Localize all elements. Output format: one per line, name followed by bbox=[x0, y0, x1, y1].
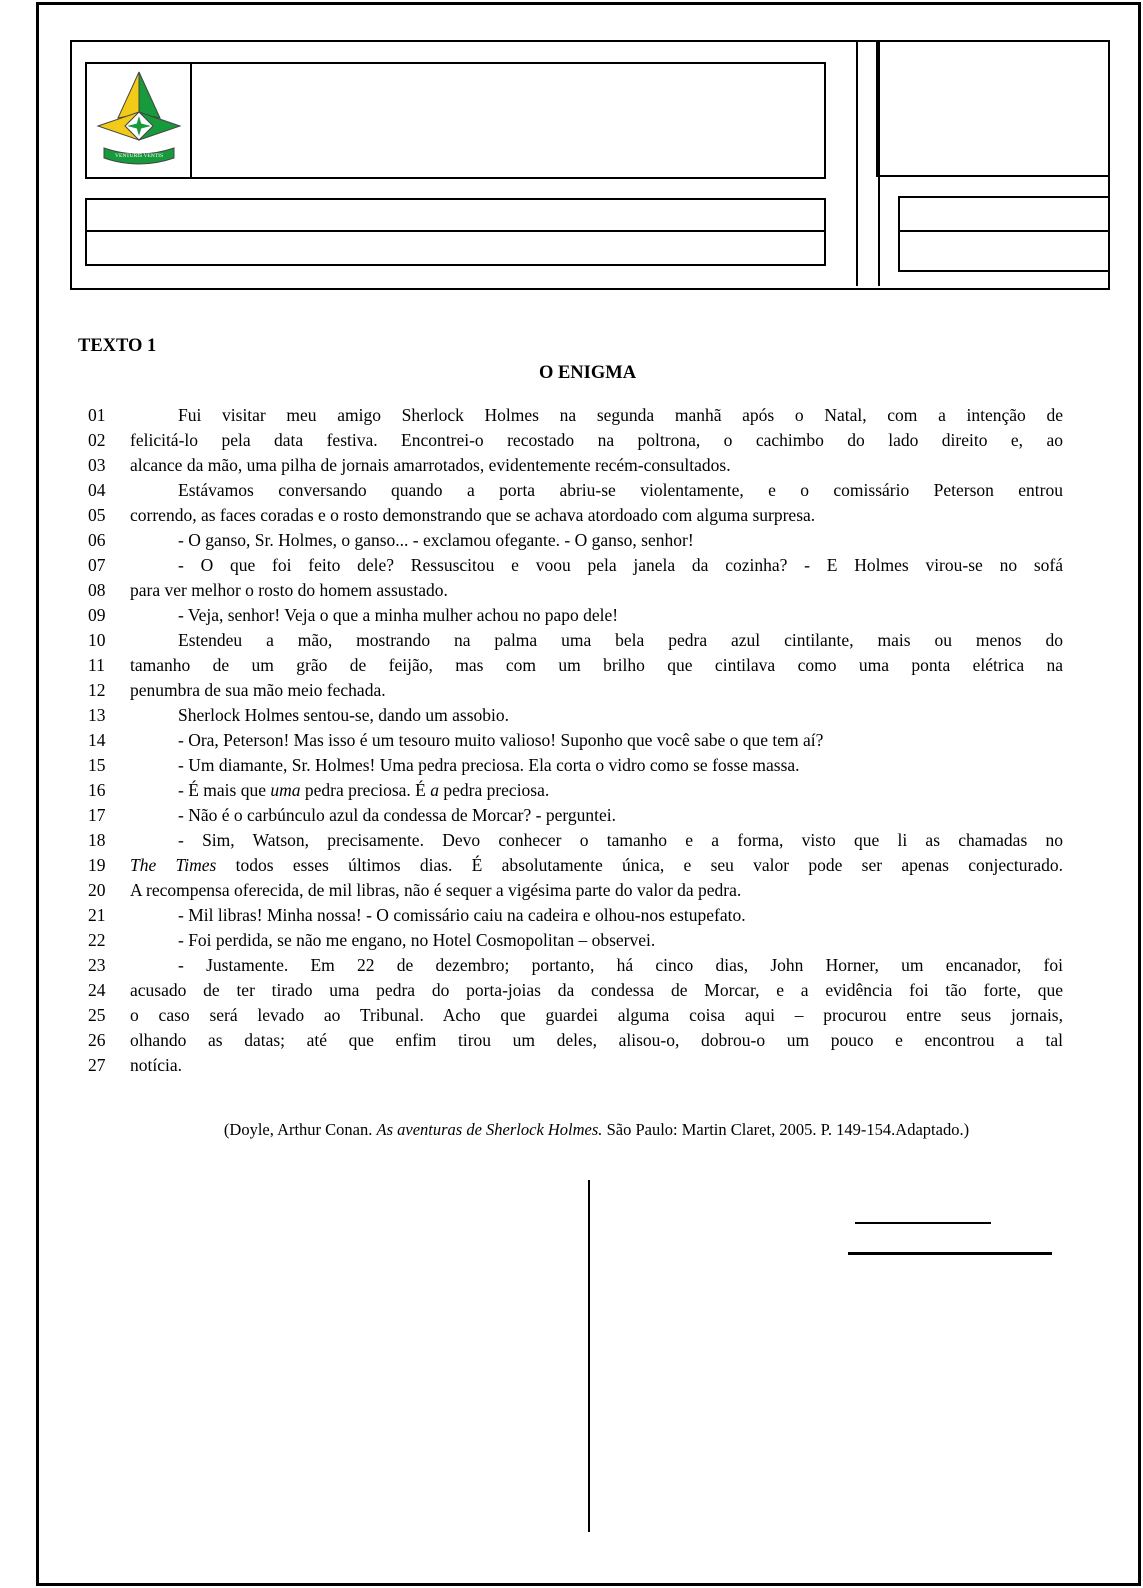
text-line bbox=[88, 1028, 1063, 1053]
text-segment: - Veja, senhor! Veja o que a minha mulher achou no papo dele! bbox=[178, 605, 619, 625]
line-text bbox=[130, 603, 1063, 628]
line-number: 19 bbox=[88, 855, 106, 875]
line-text bbox=[130, 853, 1063, 878]
text-segment: - O que foi feito dele? Ressuscitou e voou pela janela da cozinha? - E Holmes virou-se no sofá bbox=[178, 555, 1063, 575]
text-line bbox=[88, 753, 1063, 778]
text-line bbox=[88, 878, 1063, 903]
line-text bbox=[130, 478, 1063, 503]
line-number: 04 bbox=[88, 480, 106, 500]
text-line bbox=[88, 778, 1063, 803]
line-text bbox=[130, 678, 1063, 703]
line-number: 12 bbox=[88, 680, 106, 700]
line-number: 26 bbox=[88, 1030, 106, 1050]
text-segment: - Um diamante, Sr. Holmes! Uma pedra preciosa. Ela corta o vidro como se fosse massa. bbox=[178, 755, 800, 775]
text-line bbox=[88, 603, 1063, 628]
line-text bbox=[130, 978, 1063, 1003]
line-number: 07 bbox=[88, 555, 106, 575]
line-number: 05 bbox=[88, 505, 106, 525]
line-number: 27 bbox=[88, 1055, 106, 1075]
line-number: 02 bbox=[88, 430, 106, 450]
line-number: 11 bbox=[88, 655, 105, 675]
line-text bbox=[130, 928, 1063, 953]
line-text bbox=[130, 503, 1063, 528]
brasilia-coat-of-arms-icon bbox=[92, 68, 186, 174]
header-student-fields-box bbox=[85, 198, 826, 266]
line-text bbox=[130, 553, 1063, 578]
text-line bbox=[88, 978, 1063, 1003]
text-segment: São Paulo: Martin Claret, 2005. P. 149-154.Adaptado.) bbox=[602, 1120, 970, 1139]
line-text bbox=[130, 628, 1063, 653]
header-score-box bbox=[876, 40, 1110, 177]
text-line bbox=[88, 828, 1063, 853]
header-grade-box bbox=[898, 196, 1110, 272]
text-segment: tamanho de um grão de feijão, mas com um brilho que cintilava como uma ponta elétrica na bbox=[130, 655, 1063, 675]
text-segment: A recompensa oferecida, de mil libras, não é sequer a vigésima parte do valor da pedra. bbox=[130, 880, 742, 900]
text-title: O ENIGMA bbox=[538, 363, 637, 383]
text-segment: - É mais que bbox=[178, 780, 271, 800]
text-line bbox=[88, 653, 1063, 678]
text-line bbox=[88, 578, 1063, 603]
line-number: 24 bbox=[88, 980, 106, 1000]
text-segment: Estávamos conversando quando a porta abriu-se violentamente, e o comissário Peterson entrou bbox=[178, 480, 1063, 500]
line-text bbox=[130, 878, 1063, 903]
text-segment: pedra preciosa. bbox=[438, 780, 550, 800]
line-number: 13 bbox=[88, 705, 106, 725]
line-text bbox=[130, 728, 1063, 753]
text-segment: correndo, as faces coradas e o rosto demonstrando que se achava atordoado com alguma surpresa. bbox=[130, 505, 816, 525]
text-segment: Estendeu a mão, mostrando na palma uma bela pedra azul cintilante, mais ou menos do bbox=[178, 630, 1063, 650]
line-text bbox=[130, 403, 1063, 428]
text-segment: olhando as datas; até que enfim tirou um deles, alisou-o, dobrou-o um pouco e encontrou a tal bbox=[130, 1030, 1063, 1050]
italic-text-segment: As aventuras de Sherlock Holmes. bbox=[376, 1120, 603, 1139]
text-line bbox=[88, 1003, 1063, 1028]
line-text bbox=[130, 803, 1063, 828]
text-segment: - Justamente. Em 22 de dezembro; portanto, há cinco dias, John Horner, um encanador, foi bbox=[178, 955, 1063, 975]
line-number: 17 bbox=[88, 805, 106, 825]
text-segment: penumbra de sua mão meio fechada. bbox=[130, 680, 386, 700]
field-divider-line bbox=[87, 230, 824, 232]
text-line bbox=[88, 678, 1063, 703]
text-segment: para ver melhor o rosto do homem assustado. bbox=[130, 580, 448, 600]
line-text bbox=[130, 428, 1063, 453]
blank-line-2 bbox=[848, 1252, 1052, 1255]
line-text bbox=[130, 1028, 1063, 1053]
text-segment: - O ganso, Sr. Holmes, o ganso... - exclamou ofegante. - O ganso, senhor! bbox=[178, 530, 694, 550]
text-line bbox=[88, 403, 1063, 428]
line-text bbox=[130, 953, 1063, 978]
text-segment: (Doyle, Arthur Conan. bbox=[223, 1120, 377, 1139]
line-number: 03 bbox=[88, 455, 106, 475]
italic-text-segment: uma bbox=[270, 780, 301, 800]
text-line bbox=[88, 803, 1063, 828]
text-segment: todos esses últimos dias. É absolutamente única, e seu valor pode ser apenas conjecturado. bbox=[216, 855, 1063, 875]
line-number: 20 bbox=[88, 880, 106, 900]
line-text bbox=[130, 828, 1063, 853]
text-line bbox=[88, 503, 1063, 528]
grade-divider-line bbox=[900, 230, 1108, 232]
text-segment: pedra preciosa. É bbox=[300, 780, 431, 800]
text-line bbox=[88, 478, 1063, 503]
line-text bbox=[130, 1003, 1063, 1028]
text-line bbox=[88, 428, 1063, 453]
text-lines bbox=[88, 403, 1063, 1078]
text-line bbox=[88, 553, 1063, 578]
text-line bbox=[88, 728, 1063, 753]
text-segment: - Sim, Watson, precisamente. Devo conhecer o tamanho e a forma, visto que li as chamadas no bbox=[178, 830, 1063, 850]
line-text bbox=[130, 578, 1063, 603]
text-segment: - Não é o carbúnculo azul da condessa de Morcar? - perguntei. bbox=[178, 805, 616, 825]
line-number: 15 bbox=[88, 755, 106, 775]
text-segment: - Foi perdida, se não me engano, no Hotel Cosmopolitan – observei. bbox=[178, 930, 656, 950]
line-text bbox=[130, 778, 1063, 803]
line-number: 14 bbox=[88, 730, 106, 750]
section-label: TEXTO 1 bbox=[78, 336, 157, 356]
line-number: 23 bbox=[88, 955, 106, 975]
line-text bbox=[130, 703, 1063, 728]
text-line bbox=[88, 903, 1063, 928]
text-segment: - Mil libras! Minha nossa! - O comissário caiu na cadeira e olhou-nos estupefato. bbox=[178, 905, 746, 925]
text-segment: alcance da mão, uma pilha de jornais amarrotados, evidentemente recém-consultados. bbox=[130, 455, 731, 475]
line-number: 22 bbox=[88, 930, 106, 950]
line-number: 09 bbox=[88, 605, 106, 625]
text-line bbox=[88, 628, 1063, 653]
line-number: 18 bbox=[88, 830, 106, 850]
line-number: 10 bbox=[88, 630, 106, 650]
line-number: 08 bbox=[88, 580, 106, 600]
text-segment: - Ora, Peterson! Mas isso é um tesouro muito valioso! Suponho que você sabe o que tem aí? bbox=[178, 730, 824, 750]
line-number: 21 bbox=[88, 905, 106, 925]
text-segment: acusado de ter tirado uma pedra do porta-joias da condessa de Morcar, e a evidência foi tão forte, que bbox=[130, 980, 1063, 1000]
text-line bbox=[88, 703, 1063, 728]
line-text bbox=[130, 453, 1063, 478]
column-divider-line bbox=[588, 1180, 590, 1532]
text-segment: Sherlock Holmes sentou-se, dando um assobio. bbox=[178, 705, 509, 725]
text-segment: o caso será levado ao Tribunal. Acho que guardei alguma coisa aqui – procurou entre seus jornais, bbox=[130, 1005, 1063, 1025]
blank-line-1 bbox=[855, 1222, 991, 1224]
header-school-box bbox=[85, 62, 826, 179]
line-text bbox=[130, 753, 1063, 778]
line-text bbox=[130, 903, 1063, 928]
text-line bbox=[88, 928, 1063, 953]
text-line bbox=[88, 453, 1063, 478]
line-number: 25 bbox=[88, 1005, 106, 1025]
line-number: 06 bbox=[88, 530, 106, 550]
text-line bbox=[88, 1053, 1063, 1078]
line-text bbox=[130, 528, 1063, 553]
line-text bbox=[130, 1053, 1063, 1078]
citation bbox=[130, 1120, 1063, 1140]
italic-text-segment: The Times bbox=[130, 855, 217, 875]
text-segment: Fui visitar meu amigo Sherlock Holmes na segunda manhã após o Natal, com a intenção de bbox=[178, 405, 1063, 425]
text-line bbox=[88, 853, 1063, 878]
text-line bbox=[88, 528, 1063, 553]
line-number: 01 bbox=[88, 405, 106, 425]
text-segment: felicitá-lo pela data festiva. Encontrei-o recostado na poltrona, o cachimbo do lado direito e, ao bbox=[130, 430, 1063, 450]
line-number: 16 bbox=[88, 780, 106, 800]
logo-motto: VENTURIS VENTIS bbox=[114, 152, 163, 159]
logo-cell bbox=[87, 64, 192, 177]
italic-text-segment: a bbox=[430, 780, 439, 800]
text-segment: notícia. bbox=[130, 1055, 182, 1075]
line-text bbox=[130, 653, 1063, 678]
text-line bbox=[88, 953, 1063, 978]
